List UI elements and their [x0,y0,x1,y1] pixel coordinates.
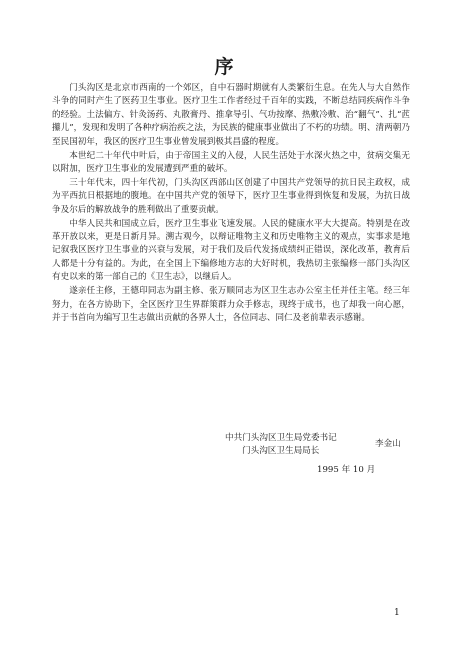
signature-date: 1995 年 10 月 [317,465,376,475]
paragraph: 本世纪二十年代中叶后，由于帝国主义的入侵，人民生活处于水深火热之中，贫病交集无以附加，医疗卫生事业的发展遭到严重的破坏。 [52,150,410,174]
page-title: 序 [214,56,236,78]
paragraph: 三十年代末，四十年代初，门头沟区西部山区创建了中国共产党领导的抗日民主政权，成为平西抗日根据地的腹地。在中国共产党的领导下，医疗卫生事业得到恢复和发展，为抗日战争及尔后的解放战争的胜利做出了重要贡献。 [52,177,410,215]
page-number: 1 [394,608,400,618]
paragraph: 遂亲任主修，王德印同志为副主修、张万顺同志为区卫生志办公室主任并任主笔。经三年努力，在各方协助下，全区医疗卫生界群策群力众手修志，现终于成书，也了却我一向心愿，并于书首向为编写卫生志做出贡献的各界人士，各位同志、同仁及老前辈表示感谢。 [52,286,410,323]
paragraph: 门头沟区是北京市西南的一个郊区，自中石器时期就有人类繁衍生息。在先人与大自然作斗争的同时产生了医药卫生事业。医疗卫生工作者经过千百年的实践，不断总结同疾病作斗争的经验。土法偏方、针灸汤药、丸散膏丹、推拿导引、气功按摩、热敷冷敷、治“翻气”、扎“苉攥儿”，发现和发明了各种疗病治疾之法，为民族的健康事业做出了不朽的功绩。明、清两朝乃至民国初年，我区的医疗卫生事业曾发展到极其昌盛的程度。 [52,83,410,147]
signature-title-bureau: 门头沟区卫生局局长 [242,446,320,457]
preface-body [52,82,410,325]
paragraph: 中华人民共和国成立后，医疗卫生事业飞速发展。人民的健康水平大大提高。特别是在改革开放以来，更是日新月异。溯古观今，以辩证唯物主义和历史唯物主义的观点，实事求是地记叙我区医疗卫生事业的兴衰与发展，对于我们及后代发扬成绩纠正错误，深化改革，教育后人都是十分有益的。为此，在全国上下编修地方志的大好时机，我热切主张编修一部门头沟区有史以来的第一部自己的《卫生志》，以继后人。 [52,218,410,283]
signature-name: 李金山 [375,439,401,449]
signature-title-party: 中共门头沟区卫生局党委书记 [225,433,337,443]
